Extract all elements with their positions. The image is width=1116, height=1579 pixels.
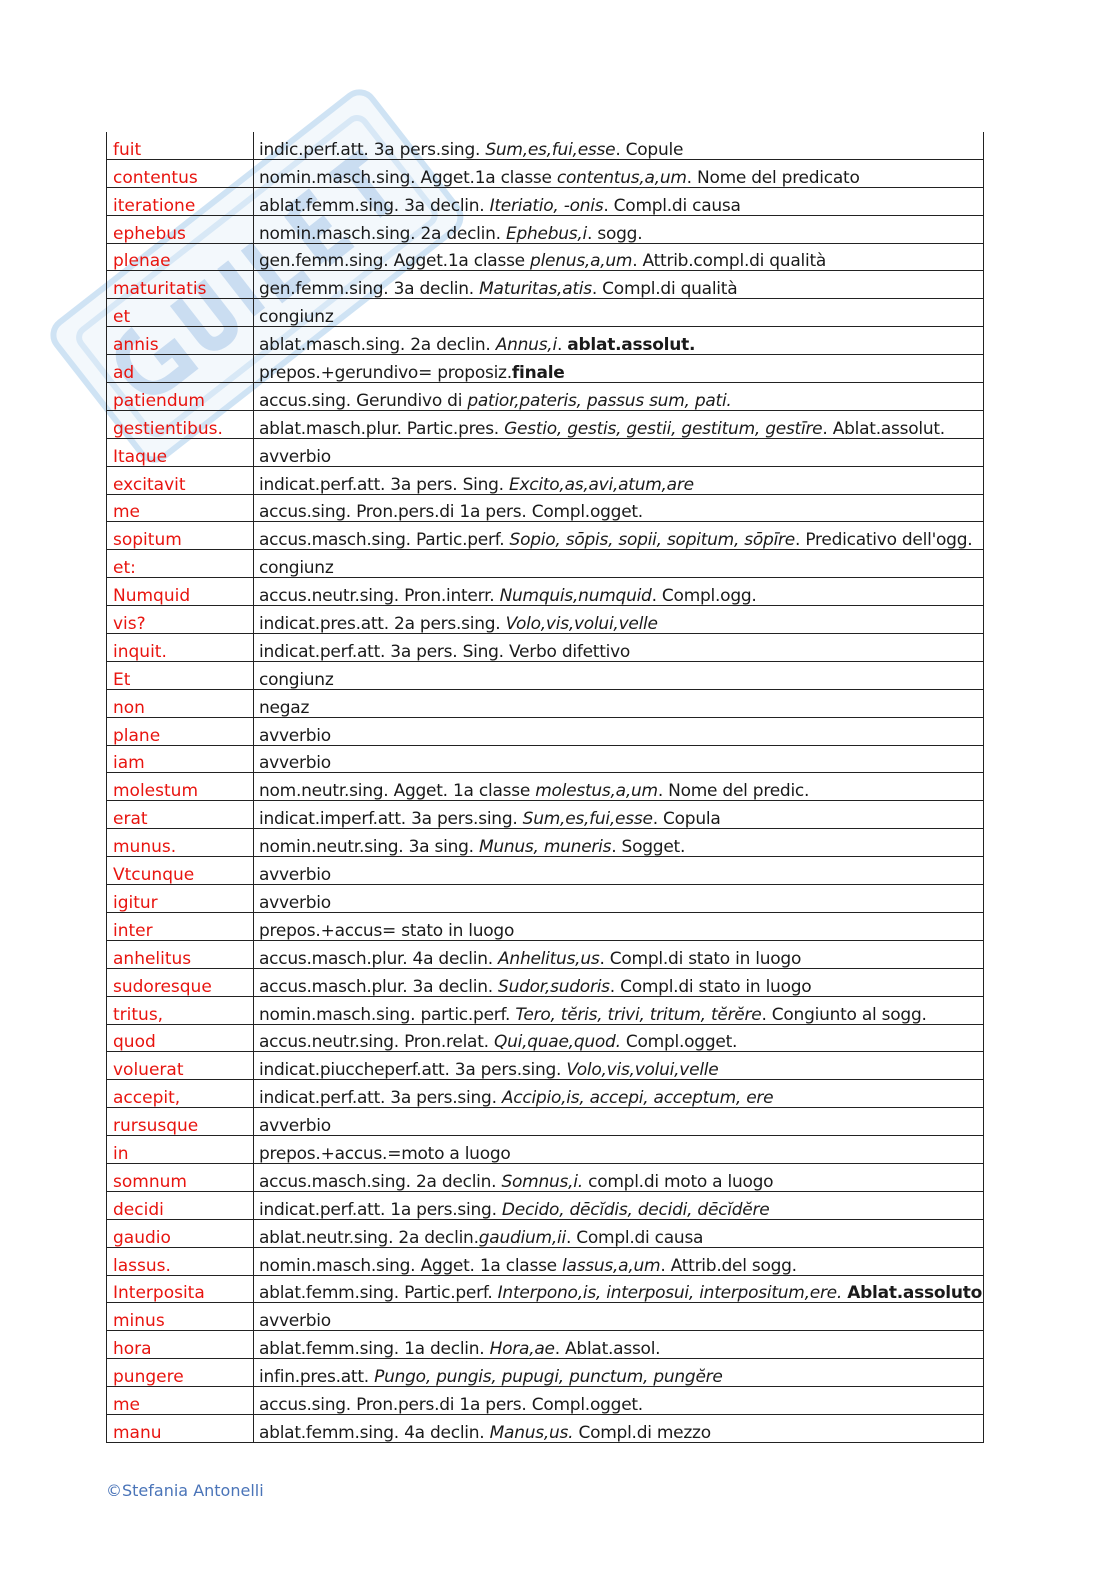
latin-word: et:: [107, 550, 254, 578]
grammatical-analysis: [254, 159, 984, 187]
latin-word: erat: [107, 801, 254, 829]
grammatical-analysis: [254, 968, 984, 996]
analysis-text: . Copula: [652, 809, 721, 829]
analysis-text: . Compl.di stato in luogo: [599, 948, 802, 969]
analysis-text: nomin.masch.sing. 2a declin.: [259, 223, 506, 244]
latin-word: me: [107, 494, 254, 522]
latin-paradigm: molestus,a,um: [535, 781, 658, 801]
analysis-text: . Predicativo dell'ogg.: [795, 530, 973, 550]
table-row: [107, 1052, 984, 1080]
grammatical-analysis: [254, 327, 984, 355]
grammatical-analysis: [254, 494, 984, 522]
latin-paradigm: Accipio,is, accepi, acceptum, ere: [501, 1088, 774, 1108]
latin-paradigm: Manus,us.: [489, 1422, 574, 1443]
analysis-text: ablat.masch.plur. Partic.pres.: [259, 418, 505, 439]
grammatical-analysis: [254, 1303, 984, 1331]
latin-word: Numquid: [107, 578, 254, 606]
grammatical-analysis: [254, 1080, 984, 1108]
analysis-text: . Sogget.: [611, 837, 686, 857]
grammatical-analysis: [254, 522, 984, 550]
table-row: [107, 661, 984, 689]
analysis-text: . Attrib.compl.di qualità: [632, 251, 827, 271]
table-row: [107, 578, 984, 606]
grammatical-analysis: [254, 1108, 984, 1136]
table-row: [107, 968, 984, 996]
latin-paradigm: Tero, tĕris, trivi, tritum, tĕrĕre: [515, 1004, 762, 1024]
latin-word: Interposita: [107, 1275, 254, 1303]
table-row: [107, 1387, 984, 1415]
table-row: [107, 1275, 984, 1303]
latin-word: manu: [107, 1414, 254, 1442]
table-row: [107, 1024, 984, 1052]
analysis-text: indicat.perf.att. 3a pers.sing.: [259, 1088, 502, 1108]
latin-paradigm: Sum,es,fui,esse: [522, 809, 653, 829]
table-row: [107, 996, 984, 1024]
table-row: [107, 1080, 984, 1108]
latin-word: vis?: [107, 606, 254, 634]
table-row: [107, 912, 984, 940]
latin-paradigm: Annus,i: [495, 335, 557, 355]
table-row: [107, 522, 984, 550]
analysis-text: nomin.masch.sing. partic.perf.: [259, 1004, 516, 1024]
latin-word: pungere: [107, 1359, 254, 1387]
analysis-text: avverbio: [259, 725, 331, 746]
grammatical-analysis: [254, 215, 984, 243]
latin-word: iam: [107, 745, 254, 773]
grammatical-analysis: [254, 1331, 984, 1359]
table-row: [107, 438, 984, 466]
analysis-text: accus.masch.plur. 4a declin.: [259, 948, 499, 969]
grammar-analysis-table: [106, 132, 984, 1443]
analysis-text: ablat.masch.sing. 2a declin.: [259, 335, 496, 355]
analysis-text: nomin.masch.sing. Agget.1a classe: [259, 167, 557, 188]
analysis-text: .: [556, 335, 568, 355]
grammatical-analysis: [254, 940, 984, 968]
latin-paradigm: Hora,ae: [489, 1339, 555, 1359]
grammatical-analysis: [254, 634, 984, 662]
analysis-text: nomin.neutr.sing. 3a sing.: [259, 837, 479, 857]
grammatical-analysis: [254, 1359, 984, 1387]
latin-paradigm: Anhelitus,us: [498, 948, 600, 969]
table-row: [107, 689, 984, 717]
analysis-text: . Congiunto al sogg.: [761, 1004, 927, 1024]
latin-word: annis: [107, 327, 254, 355]
analysis-text: . Compl.di causa: [603, 195, 741, 216]
latin-word: somnum: [107, 1163, 254, 1191]
latin-word: igitur: [107, 885, 254, 913]
latin-word: voluerat: [107, 1052, 254, 1080]
analysis-text: accus.masch.plur. 3a declin.: [259, 976, 499, 997]
analysis-text: infin.pres.att.: [259, 1367, 375, 1387]
analysis-text: prepos.+accus.=moto a luogo: [259, 1143, 511, 1164]
analysis-text: . sogg.: [587, 223, 643, 244]
latin-word: munus.: [107, 829, 254, 857]
analysis-text: accus.masch.sing. 2a declin.: [259, 1171, 502, 1192]
grammatical-analysis: [254, 187, 984, 215]
grammatical-analysis: [254, 885, 984, 913]
table-row: [107, 132, 984, 159]
analysis-text: compl.di moto a luogo: [582, 1171, 774, 1192]
grammatical-analysis: [254, 689, 984, 717]
latin-word: inter: [107, 912, 254, 940]
analysis-text: avverbio: [259, 1116, 331, 1136]
analysis-text: avverbio: [259, 446, 331, 467]
table-row: [107, 271, 984, 299]
table-body: [107, 132, 984, 1442]
latin-word: patiendum: [107, 383, 254, 411]
latin-word: contentus: [107, 159, 254, 187]
grammatical-analysis: [254, 745, 984, 773]
table-row: [107, 187, 984, 215]
table-row: [107, 1247, 984, 1275]
latin-word: plane: [107, 717, 254, 745]
latin-paradigm: Pungo, pungis, pupugi, punctum, pungĕre: [374, 1367, 723, 1387]
table-row: [107, 1191, 984, 1219]
grammatical-analysis: [254, 438, 984, 466]
analysis-text: ablat.femm.sing. Partic.perf.: [259, 1283, 498, 1303]
latin-word: iteratione: [107, 187, 254, 215]
grammatical-analysis: [254, 829, 984, 857]
latin-word: minus: [107, 1303, 254, 1331]
table-row: [107, 494, 984, 522]
latin-word: tritus,: [107, 996, 254, 1024]
latin-word: me: [107, 1387, 254, 1415]
analysis-text: . Copule: [615, 139, 684, 160]
grammatical-analysis: [254, 801, 984, 829]
grammatical-analysis: [254, 1414, 984, 1442]
grammatical-analysis: [254, 1275, 984, 1303]
table-row: [107, 1331, 984, 1359]
table-row: [107, 466, 984, 494]
grammatical-analysis: [254, 857, 984, 885]
emphasis-text: ablat.assolut.: [567, 335, 696, 355]
grammatical-analysis: [254, 578, 984, 606]
grammatical-analysis: [254, 1024, 984, 1052]
latin-word: Et: [107, 661, 254, 689]
analysis-text: . Compl.di causa: [565, 1227, 704, 1248]
latin-paradigm: Somnus,i.: [501, 1171, 583, 1192]
grammatical-analysis: [254, 243, 984, 271]
analysis-text: ablat.neutr.sing. 2a declin.: [259, 1227, 479, 1248]
table-row: [107, 1108, 984, 1136]
grammatical-analysis: [254, 773, 984, 801]
latin-word: fuit: [107, 132, 254, 159]
latin-word: excitavit: [107, 466, 254, 494]
table-row: [107, 383, 984, 411]
analysis-text: . Ablat.assol.: [554, 1339, 661, 1359]
table-row: [107, 1414, 984, 1442]
analysis-text: accus.neutr.sing. Pron.relat.: [259, 1032, 494, 1052]
table-row: [107, 355, 984, 383]
grammatical-analysis: [254, 912, 984, 940]
analysis-text: ablat.femm.sing. 1a declin.: [259, 1339, 490, 1359]
table-row: [107, 745, 984, 773]
grammatical-analysis: [254, 1052, 984, 1080]
analysis-text: indicat.perf.att. 3a pers. Sing.: [259, 474, 509, 495]
table-row: [107, 801, 984, 829]
analysis-text: nom.neutr.sing. Agget. 1a classe: [259, 781, 536, 801]
analysis-text: congiunz: [259, 307, 334, 327]
latin-paradigm: Ephebus,i: [505, 223, 588, 244]
latin-paradigm: Maturitas,atis: [479, 279, 592, 299]
latin-word: hora: [107, 1331, 254, 1359]
grammatical-analysis: [254, 717, 984, 745]
table-row: [107, 940, 984, 968]
analysis-text: . Compl.di qualità: [591, 279, 738, 299]
analysis-text: indicat.perf.att. 3a pers. Sing. Verbo difettivo: [259, 641, 631, 662]
analysis-text: accus.masch.sing. Partic.perf.: [259, 530, 510, 550]
latin-paradigm: Gestio, gestis, gestii, gestitum, gestīre: [504, 418, 823, 439]
analysis-text: indicat.piuccheperf.att. 3a pers.sing.: [259, 1060, 567, 1080]
latin-word: Itaque: [107, 438, 254, 466]
latin-paradigm: patior,pateris, passus sum, pati.: [467, 390, 732, 411]
analysis-text: prepos.+gerundivo= proposiz.: [259, 363, 512, 383]
analysis-text: accus.sing. Pron.pers.di 1a pers. Compl.ogget.: [259, 502, 643, 522]
analysis-text: avverbio: [259, 753, 331, 773]
grammatical-analysis: [254, 466, 984, 494]
analysis-text: avverbio: [259, 892, 331, 913]
table-row: [107, 885, 984, 913]
grammatical-analysis: [254, 1247, 984, 1275]
analysis-text: avverbio: [259, 1311, 331, 1331]
latin-paradigm: plenus,a,um: [530, 251, 633, 271]
latin-paradigm: Sopio, sōpis, sopii, sopitum, sōpīre: [509, 530, 796, 550]
grammatical-analysis: [254, 1136, 984, 1164]
latin-word: gestientibus.: [107, 410, 254, 438]
emphasis-text: finale: [511, 363, 565, 383]
latin-word: quod: [107, 1024, 254, 1052]
table-row: [107, 243, 984, 271]
latin-word: decidi: [107, 1191, 254, 1219]
analysis-text: ablat.femm.sing. 4a declin.: [259, 1422, 490, 1443]
latin-word: inquit.: [107, 634, 254, 662]
latin-word: sopitum: [107, 522, 254, 550]
latin-word: lassus.: [107, 1247, 254, 1275]
analysis-text: prepos.+accus= stato in luogo: [259, 920, 515, 941]
table-row: [107, 550, 984, 578]
analysis-text: . Compl.ogg.: [651, 586, 757, 606]
latin-paradigm: Volo,vis,volui,velle: [566, 1060, 719, 1080]
latin-paradigm: Interpono,is, interposui, interpositum,ere.: [497, 1283, 843, 1303]
table-row: [107, 634, 984, 662]
emphasis-text: Ablat.assoluto: [847, 1283, 983, 1303]
grammatical-analysis: [254, 1163, 984, 1191]
grammatical-analysis: [254, 1191, 984, 1219]
table-row: [107, 299, 984, 327]
table-row: [107, 606, 984, 634]
analysis-text: . Nome del predic.: [657, 781, 810, 801]
table-row: [107, 1303, 984, 1331]
latin-word: sudoresque: [107, 968, 254, 996]
analysis-text: Compl.di mezzo: [573, 1422, 711, 1443]
table-row: [107, 1219, 984, 1247]
grammatical-analysis: [254, 661, 984, 689]
table-row: [107, 717, 984, 745]
table-row: [107, 773, 984, 801]
grammatical-analysis: [254, 132, 984, 159]
latin-paradigm: Sum,es,fui,esse: [485, 139, 616, 160]
latin-paradigm: lassus,a,um: [562, 1255, 661, 1276]
analysis-text: . Nome del predicato: [686, 167, 860, 188]
latin-paradigm: Volo,vis,volui,velle: [505, 614, 658, 634]
latin-paradigm: Munus, muneris: [478, 837, 612, 857]
table-row: [107, 1136, 984, 1164]
latin-word: gaudio: [107, 1219, 254, 1247]
grammatical-analysis: [254, 1387, 984, 1415]
analysis-text: . Attrib.del sogg.: [660, 1255, 797, 1276]
table-row: [107, 829, 984, 857]
grammatical-analysis: [254, 383, 984, 411]
analysis-text: indicat.imperf.att. 3a pers.sing.: [259, 809, 523, 829]
analysis-text: gen.femm.sing. 3a declin.: [259, 279, 480, 299]
analysis-text: accus.neutr.sing. Pron.interr.: [259, 586, 500, 606]
analysis-text: Compl.ogget.: [620, 1032, 738, 1052]
latin-word: accepit,: [107, 1080, 254, 1108]
analysis-text: avverbio: [259, 865, 331, 885]
table-row: [107, 327, 984, 355]
analysis-text: accus.sing. Gerundivo di: [259, 390, 468, 411]
latin-word: maturitatis: [107, 271, 254, 299]
latin-paradigm: Qui,quae,quod.: [493, 1032, 621, 1052]
analysis-text: indicat.perf.att. 1a pers.sing.: [259, 1199, 502, 1220]
latin-paradigm: gaudium,ii: [478, 1227, 566, 1248]
latin-paradigm: Iteriatio, -onis: [489, 195, 604, 216]
grammatical-analysis: [254, 299, 984, 327]
analysis-text: ablat.femm.sing. 3a declin.: [259, 195, 490, 216]
grammatical-analysis: [254, 606, 984, 634]
latin-paradigm: Sudor,sudoris: [498, 976, 610, 997]
grammatical-analysis: [254, 271, 984, 299]
analysis-text: nomin.masch.sing. Agget. 1a classe: [259, 1255, 563, 1276]
latin-word: et: [107, 299, 254, 327]
grammatical-analysis: [254, 410, 984, 438]
latin-word: anhelitus: [107, 940, 254, 968]
latin-paradigm: Numquis,numquid: [499, 586, 652, 606]
table-row: [107, 159, 984, 187]
table-row: [107, 857, 984, 885]
latin-word: ad: [107, 355, 254, 383]
analysis-text: gen.femm.sing. Agget.1a classe: [259, 251, 531, 271]
latin-word: Vtcunque: [107, 857, 254, 885]
latin-word: molestum: [107, 773, 254, 801]
analysis-text: . Compl.di stato in luogo: [609, 976, 812, 997]
analysis-text: congiunz: [259, 558, 334, 578]
latin-paradigm: contentus,a,um: [556, 167, 687, 188]
analysis-text: negaz: [259, 697, 310, 718]
analysis-text: . Ablat.assolut.: [822, 418, 945, 439]
analysis-text: accus.sing. Pron.pers.di 1a pers. Compl.ogget.: [259, 1394, 643, 1415]
analysis-text: indicat.pres.att. 2a pers.sing.: [259, 614, 506, 634]
grammatical-analysis: [254, 550, 984, 578]
table-row: [107, 410, 984, 438]
table-row: [107, 1359, 984, 1387]
latin-word: non: [107, 689, 254, 717]
grammatical-analysis: [254, 996, 984, 1024]
grammatical-analysis: [254, 355, 984, 383]
table-row: [107, 215, 984, 243]
copyright-footer: ©Stefania Antonelli: [106, 1481, 264, 1500]
grammatical-analysis: [254, 1219, 984, 1247]
analysis-text: congiunz: [259, 669, 334, 690]
latin-word: plenae: [107, 243, 254, 271]
table-row: [107, 1163, 984, 1191]
latin-word: rursusque: [107, 1108, 254, 1136]
latin-paradigm: Decido, dēcĭdis, decidi, dēcĭdĕre: [501, 1199, 770, 1220]
analysis-text: indic.perf.att. 3a pers.sing.: [259, 139, 486, 160]
latin-word: in: [107, 1136, 254, 1164]
latin-paradigm: Excito,as,avi,atum,are: [508, 474, 694, 495]
latin-word: ephebus: [107, 215, 254, 243]
